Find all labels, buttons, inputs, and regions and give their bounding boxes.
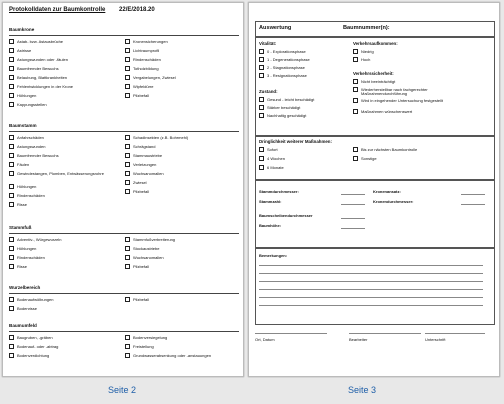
measurement-label: Baumhöhe: [259,223,281,228]
checkbox[interactable] [259,65,264,70]
remarks-line[interactable] [259,289,483,290]
page-3 [248,2,500,377]
measurement-line[interactable] [341,218,365,219]
checkbox[interactable] [9,144,14,149]
urgency-divider [255,135,495,137]
checkbox[interactable] [125,39,130,44]
checkbox[interactable] [353,109,358,114]
measurement-line[interactable] [341,228,365,229]
checkbox-label: Fäulen [17,161,30,167]
checkbox-label: Sonstige [361,155,377,161]
checkbox-label: Höhlungen [17,183,37,189]
checkbox[interactable] [125,48,130,53]
checkbox[interactable] [125,66,130,71]
checkbox-label: Pilzbefall [133,92,150,98]
section-rule [9,233,239,234]
checkbox[interactable] [125,57,130,62]
checkbox-label: Bodenversiegelung [133,334,168,340]
checkbox[interactable] [125,297,130,302]
checkbox-label: Wird in eingehender Untersuchung festgestellt [361,97,444,103]
checkbox-label: Grundwasserabsenkung oder -anstauungen [133,352,212,358]
checkbox[interactable] [9,75,14,80]
checkbox-label: Astungswunden [17,143,46,149]
remarks-line[interactable] [259,281,483,282]
section-title: Baumkrone [9,27,35,32]
protocol-date: 22/E/2018.20 [119,7,155,13]
checkbox-label: Lichtraumprofil [133,47,160,53]
checkbox-label: Wuchsanomalien [133,170,164,176]
checkbox-label: Gewindestangen, Plomben, Entwässerungsrohre [17,170,104,176]
checkbox[interactable] [125,180,130,185]
checkbox[interactable] [9,162,14,167]
checkbox-label: Stammaustriebe [133,152,163,158]
checkbox-label: 2 - Stagnationsphase [267,64,305,70]
checkbox[interactable] [125,189,130,194]
checkbox-label: Baumfremder Bewuchs [17,152,59,158]
checkbox[interactable] [353,49,358,54]
checkbox[interactable] [9,335,14,340]
checkbox-label: 1 - Degenerationsphase [267,56,310,62]
page-number-3: Seite 3 [348,385,377,395]
checkbox[interactable] [125,335,130,340]
checkbox-label: Rindenschäden [133,56,161,62]
checkbox-label: Bodenrisse [17,305,38,311]
checkbox[interactable] [259,97,264,102]
checkbox-label: Stärker beschädigt [267,104,301,110]
checkbox-label: Astrisse [17,47,32,53]
checkbox-label: Risse [17,201,28,207]
measurement-label: Stammdurchmesser: [259,189,299,194]
checkbox-label: 3 - Resignationsphase [267,72,307,78]
checkbox-label: Totholzbildung [133,65,159,71]
checkbox[interactable] [9,264,14,269]
checkbox-label: 0 - Explorationsphase [267,48,306,54]
checkbox-label: Wipfeldürre [133,83,154,89]
checkbox[interactable] [9,237,14,242]
checkbox-label: Vergabelungen, Zwiesel [133,74,176,80]
checkbox-label: Baugruben, -gräben [17,334,53,340]
checkbox[interactable] [259,105,264,110]
section-title: Wurzelbereich [9,285,41,290]
checkbox[interactable] [9,255,14,260]
checkbox-label: Hoch [361,56,371,62]
protocol-title: Protokolldaten zur Baumkontrolle [9,7,106,13]
remarks-line[interactable] [259,265,483,266]
checkbox-label: Bodenaufwölbungen [17,296,54,302]
checkbox-label: Sofort [267,146,278,152]
checkbox[interactable] [125,75,130,80]
section-title: Stammfuß [9,225,32,230]
checkbox-label: Kappungsstellen [17,101,47,107]
checkbox-label: Pilzbefall [133,188,150,194]
checkbox-label: Pilzbefall [133,263,150,269]
checkbox-label: Zwiesel [133,179,147,185]
measurement-label: Baumscheibendurchmesser [259,213,313,218]
checkbox[interactable] [125,84,130,89]
checkbox-label: Stockaustriebe [133,245,160,251]
checkbox[interactable] [353,98,358,103]
checkbox[interactable] [125,353,130,358]
checkbox[interactable] [353,79,358,84]
page-number-2: Seite 2 [108,385,137,395]
checkbox-label: 6 Monate [267,164,284,170]
checkbox[interactable] [259,57,264,62]
traffic-title: Verkehrsaufkommen: [353,41,398,46]
checkbox[interactable] [9,306,14,311]
checkbox[interactable] [9,66,14,71]
checkbox-label: Astab- bzw. Astausbrüche [17,38,64,44]
checkbox[interactable] [125,237,130,242]
checkbox[interactable] [9,246,14,251]
measurement-line[interactable] [341,204,365,205]
measurements-divider [255,179,495,181]
checkbox-label: Nicht beeinträchtigt [361,78,396,84]
checkbox[interactable] [9,57,14,62]
checkbox[interactable] [125,93,130,98]
checkbox[interactable] [9,171,14,176]
checkbox-label: Anfahrschäden [17,134,44,140]
checkbox[interactable] [9,297,14,302]
checkbox[interactable] [9,202,14,207]
protocol-header [9,7,155,13]
checkbox-label: Rindenschäden [17,254,45,260]
evaluation-title: Auswertung [259,25,292,31]
section-title: Baumstamm [9,123,37,128]
checkbox-label: Verletzungen [133,161,157,167]
checkbox[interactable] [9,135,14,140]
checkbox[interactable] [125,246,130,251]
state-title: Zustand: [259,89,278,94]
section-rule [9,331,239,332]
measurement-label: Kronenansatz: [373,189,401,194]
remarks-line[interactable] [259,273,483,274]
section-title: Baumumfeld [9,323,37,328]
checkbox[interactable] [125,144,130,149]
checkbox-label: Bodenauf- oder -abtrag [17,343,59,349]
checkbox-label: Bis zur nächsten Baumkontrolle [361,146,418,152]
checkbox-label: Freistellung [133,343,154,349]
measurement-label: Kronendurchmesser: [373,199,414,204]
checkbox[interactable] [259,113,264,118]
checkbox[interactable] [125,135,130,140]
checkbox[interactable] [259,73,264,78]
checkbox[interactable] [9,184,14,189]
safety-title: Verkehrssicherheit: [353,71,394,76]
measurement-line[interactable] [341,194,365,195]
checkbox-label: Fehlentwicklungen in der Krone [17,83,74,89]
checkbox[interactable] [353,57,358,62]
checkbox[interactable] [125,153,130,158]
measurement-line[interactable] [461,204,485,205]
section-rule [9,131,239,132]
tree-number-label: Baumnummer(n): [343,25,390,31]
signature-line[interactable] [349,333,421,334]
checkbox[interactable] [353,87,358,92]
checkbox-label: Höhlungen [17,245,37,251]
checkbox-label: Wuchsanomalien [133,254,164,260]
checkbox-label: Belaubung, Blattkrankheiten [17,74,68,80]
checkbox[interactable] [9,48,14,53]
checkbox-label: Astungswunden oder -fäulen [17,56,68,62]
vitality-title: Vitalität: [259,41,277,46]
checkbox[interactable] [9,93,14,98]
measurement-label: Stammzahl: [259,199,282,204]
checkbox[interactable] [9,344,14,349]
checkbox[interactable] [125,264,130,269]
checkbox[interactable] [125,344,130,349]
checkbox[interactable] [9,193,14,198]
checkbox[interactable] [259,49,264,54]
remarks-divider [255,247,495,249]
checkbox-label: Pilzbefall [133,296,150,302]
checkbox-label: Gesund - leicht beschädigt [267,96,315,102]
checkbox-label: Schrägstand [133,143,156,149]
checkbox-label: Maßnahmen wünschenswert [361,108,413,114]
checkbox[interactable] [9,353,14,358]
checkbox-label: 4 Wochen [267,155,285,161]
checkbox[interactable] [259,147,264,152]
checkbox[interactable] [259,156,264,161]
checkbox[interactable] [9,102,14,107]
remarks-line[interactable] [259,297,483,298]
signature-label: Ort, Datum [255,337,275,342]
urgency-title: Dringlichkeit weiterer Maßnahmen: [259,139,332,144]
remarks-label: Bemerkungen: [259,253,288,258]
checkbox-label: Höhlungen [17,92,37,98]
checkbox[interactable] [125,162,130,167]
signature-label: Unterschrift [425,337,446,342]
page-2 [2,2,244,377]
measurement-line[interactable] [461,194,485,195]
checkbox-label: Rindenschäden [17,192,45,198]
checkbox[interactable] [353,156,358,161]
checkbox[interactable] [353,147,358,152]
checkbox-label: Nachhaltig geschädigt [267,112,307,118]
checkbox-label: Stammfußverbreiterung [133,236,176,242]
checkbox-label: Baumfremder Bewuchs [17,65,59,71]
checkbox[interactable] [9,84,14,89]
checkbox-label: Schadinsekten (z.B. Bohrmehl) [133,134,189,140]
checkbox[interactable] [125,171,130,176]
checkbox-label: Bodenverdichtung [17,352,50,358]
checkbox[interactable] [259,165,264,170]
checkbox-label: Niedrig [361,48,374,54]
checkbox[interactable] [9,153,14,158]
signature-line[interactable] [255,333,327,334]
section-rule [9,293,239,294]
checkbox-label: Wiederherstellbar nach fachgerechter Maßnahmendurchführung [361,86,428,96]
checkbox[interactable] [9,39,14,44]
checkbox[interactable] [125,255,130,260]
checkbox-label: Risse [17,263,28,269]
signature-line[interactable] [425,333,485,334]
checkbox-label: Adventiv-, Würgewurzeln [17,236,62,242]
section-rule [9,35,239,36]
checkbox-label: Kronensicherungen [133,38,168,44]
signature-label: Bearbeiter [349,337,368,342]
remarks-line[interactable] [259,305,483,306]
